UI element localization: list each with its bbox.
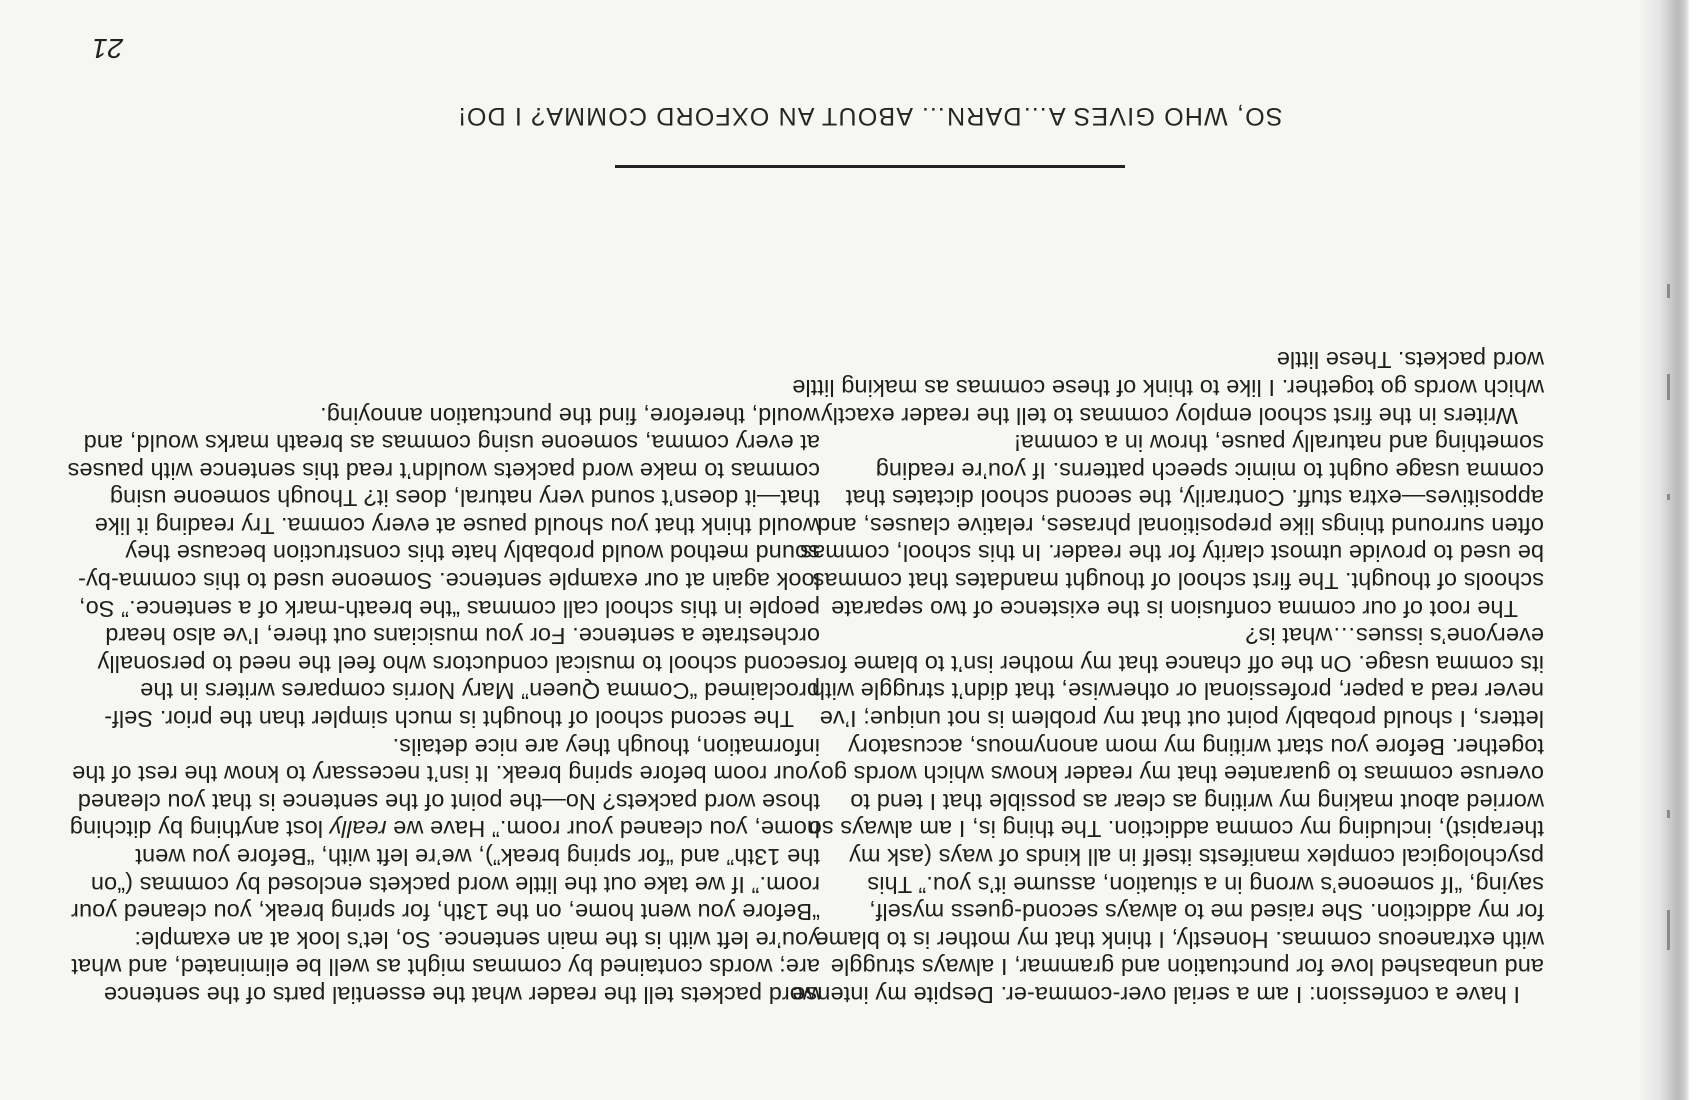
- gutter-mark: [1667, 284, 1670, 298]
- gutter-mark: [1667, 494, 1670, 500]
- left-column: [788, 346, 1544, 1008]
- paragraph: [64, 732, 820, 1008]
- running-head: SO, WHO GIVES A…DARN… ABOUT AN OXFORD COMMA? I DO!: [457, 102, 1283, 130]
- paragraph: I have a confession: I am a serial over-comma-er. Despite my intense and unabashed love for punctuation and grammar, I always struggle with extraneous commas. Honestly, I think that my mother is to blame for my addiction. She raised me to always second-guess myself, saying, “If someone’s wrong in a situation, assume it’s you.” This psychological complex manifests itself in all kinds of ways (ask my therapist), including my comma addiction. The thing is, I am always so worried about making my writing as clear as possible that I tend to overuse commas to guarantee that my reader knows which words go together. Before you start writing my mom anonymous, accusatory letters, I should probably point out that my problem is not unique; I’ve never read a paper, professional or otherwise, that didn’t struggle with its comma usage. On the off chance that my mother isn’t to blame for everyone’s issues…what is?: [792, 623, 1544, 1008]
- gutter-mark: [1667, 374, 1670, 400]
- binding-gutter: [1638, 0, 1700, 1100]
- paragraph: The second school of thought is much simpler than the prior. Self-proclaimed “Comma Queen” Mary Norris compares writers in the second school to musical conductors who feel the need to personally orchestrate a sentence. For you musicians out there, I’ve also heard people in this school call commas “the breath-mark of a sentence.” So, look again at our example sentence. Someone used to this comma-by-sound method would probably hate this construction because they would think that you should pause at every comma. Try reading it like that—it doesn’t sound very natural, does it? Though someone using commas to make word packets wouldn’t read this sentence with pauses at every comma, someone using commas as breath marks would, and would, therefore, find the punctuation annoying.: [67, 402, 820, 733]
- emphasis-text: really: [329, 816, 387, 843]
- header-rule: [615, 165, 1125, 168]
- paragraph: Writers in the first school employ commas to tell the reader exactly which words go together. I like to think of these commas as making little word packets. These little: [792, 347, 1544, 429]
- gutter-mark: [1667, 910, 1670, 950]
- paragraph-text: lost anything by ditching those word packets? No—the point of the sentence is that you cleaned your room before spring break. It isn’t necessary to know the rest of the information, though they are nice details.: [69, 733, 820, 843]
- paragraph-text: word packets tell the reader what the essential parts of the sentence are; words contained by commas might as well be eliminated, and what you’re left with is the main sentence. So, let’s look at an example: “Before you went home, on the 13th, for spring break, you cleaned your room.” If we take out the little word packets enclosed by commas (“on the 13th” and “for spring break”), we’re left with, “Before you went home, you cleaned your room.” Have we: [71, 816, 820, 1008]
- page-number: 21: [92, 33, 124, 64]
- paragraph: The root of our comma confusion is the existence of two separate schools of thought. The first school of thought mandates that commas be used to provide utmost clarity for the reader. In this school, commas often surround things like prepositional phrases, relative clauses, and appositives—extra stuff. Contrarily, the second school dictates that comma usage ought to mimic speech patterns. If you’re reading something and naturally pause, throw in a comma!: [800, 430, 1544, 622]
- right-column: [64, 401, 820, 1008]
- gutter-mark: [1667, 810, 1670, 818]
